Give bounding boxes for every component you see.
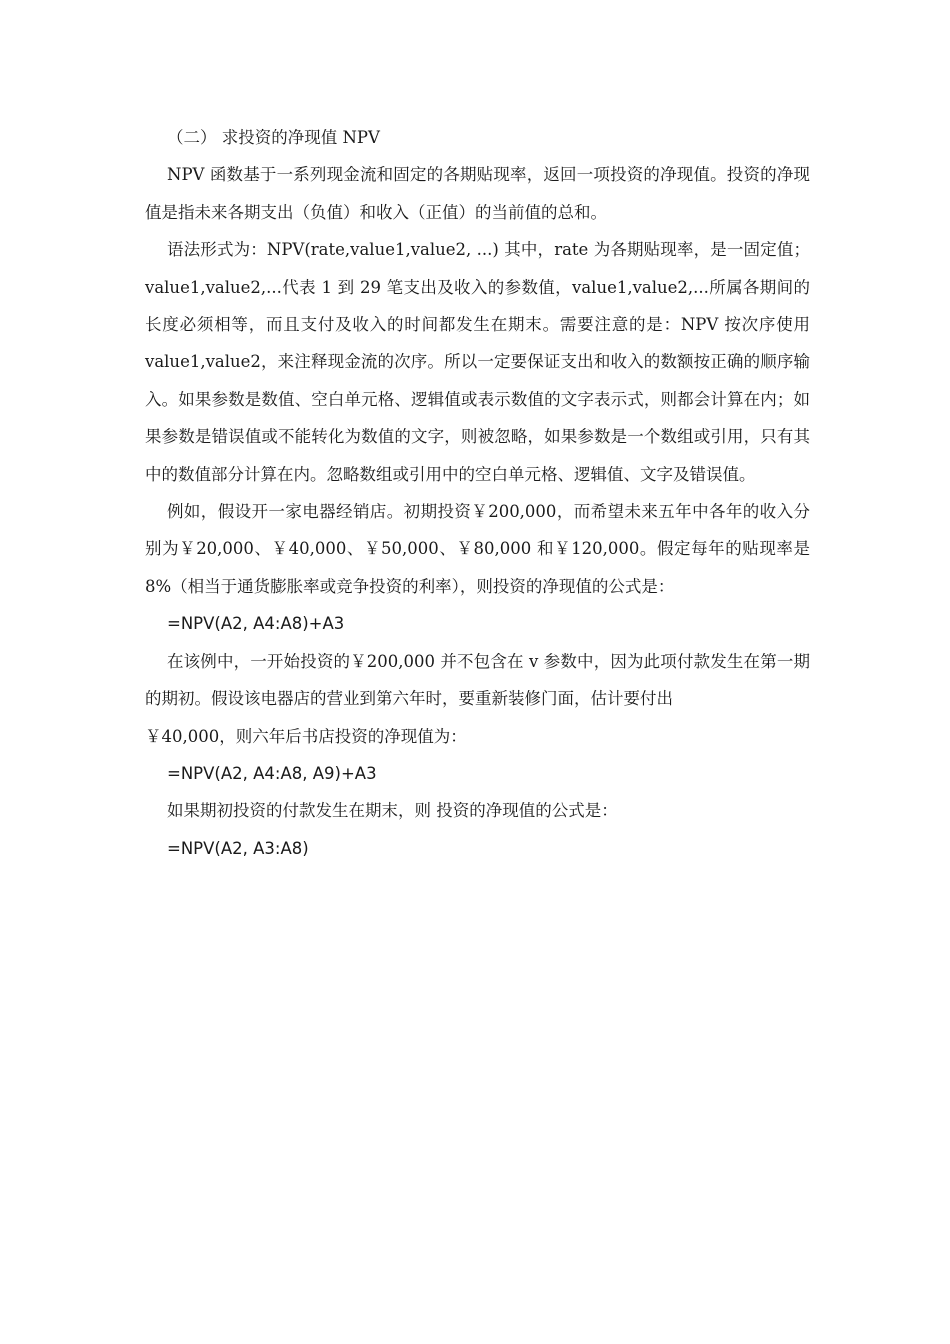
paragraph-npv-definition: NPV 函数基于一系列现金流和固定的各期贴现率，返回一项投资的净现值。投资的净现值是指未来各期支出（负值）和收入（正值）的当前值的总和。 <box>145 165 810 222</box>
formula-npv-basic: =NPV(A2, A4:A8)+A3 <box>167 614 345 634</box>
formula-npv-sixth-year: =NPV(A2, A4:A8, A9)+A3 <box>167 763 377 783</box>
section-heading: （二） 求投资的净现值 NPV <box>167 128 380 147</box>
paragraph-example-continued-line2: ￥40,000，则六年后书店投资的净现值为： <box>145 726 467 746</box>
paragraph-npv-syntax: 语法形式为：NPV(rate,value1,value2, ...) 其中，rate 为各期贴现率，是一固定值；value1,value2,...代表 1 到 29 笔支出及收入的参数值，value1,value2,...所属各期间的长度必须相等，而且支付及收入的时间都发生在期末。需要注意的是：NPV 按次序使用 value1,value2，来注释现金流的次序。所以一定要保证支出和收入的数额按正确的顺序输入。如果参数是数值、空白单元格、逻辑值或表示数值的文字表示式，则都会计算在内；如果参数是错误值或不能转化为数值的文字，则被忽略，如果参数是一个数组或引用，只有其中的数值部分计算在内。忽略数组或引用中的空白单元格、逻辑值、文字及错误值。 <box>145 240 810 484</box>
paragraph-example: 例如，假设开一家电器经销店。初期投资￥200,000，而希望未来五年中各年的收入分别为￥20,000、￥40,000、￥50,000、￥80,000 和￥120,000。假定每年的贴现率是 8%（相当于通货膨胀率或竞争投资的利率），则投资的净现值的公式是： <box>145 502 810 596</box>
paragraph-end-of-period: 如果期初投资的付款发生在期末，则 投资的净现值的公式是： <box>167 801 618 821</box>
paragraph-example-continued-line1: 在该例中，一开始投资的￥200,000 并不包含在 v 参数中，因为此项付款发生在第一期的期初。假设该电器店的营业到第六年时，要重新装修门面，估计要付出 <box>145 651 810 709</box>
document-body <box>145 119 810 867</box>
paragraph-example-continued <box>145 643 810 755</box>
formula-npv-end-of-period: =NPV(A2, A3:A8) <box>167 838 309 858</box>
